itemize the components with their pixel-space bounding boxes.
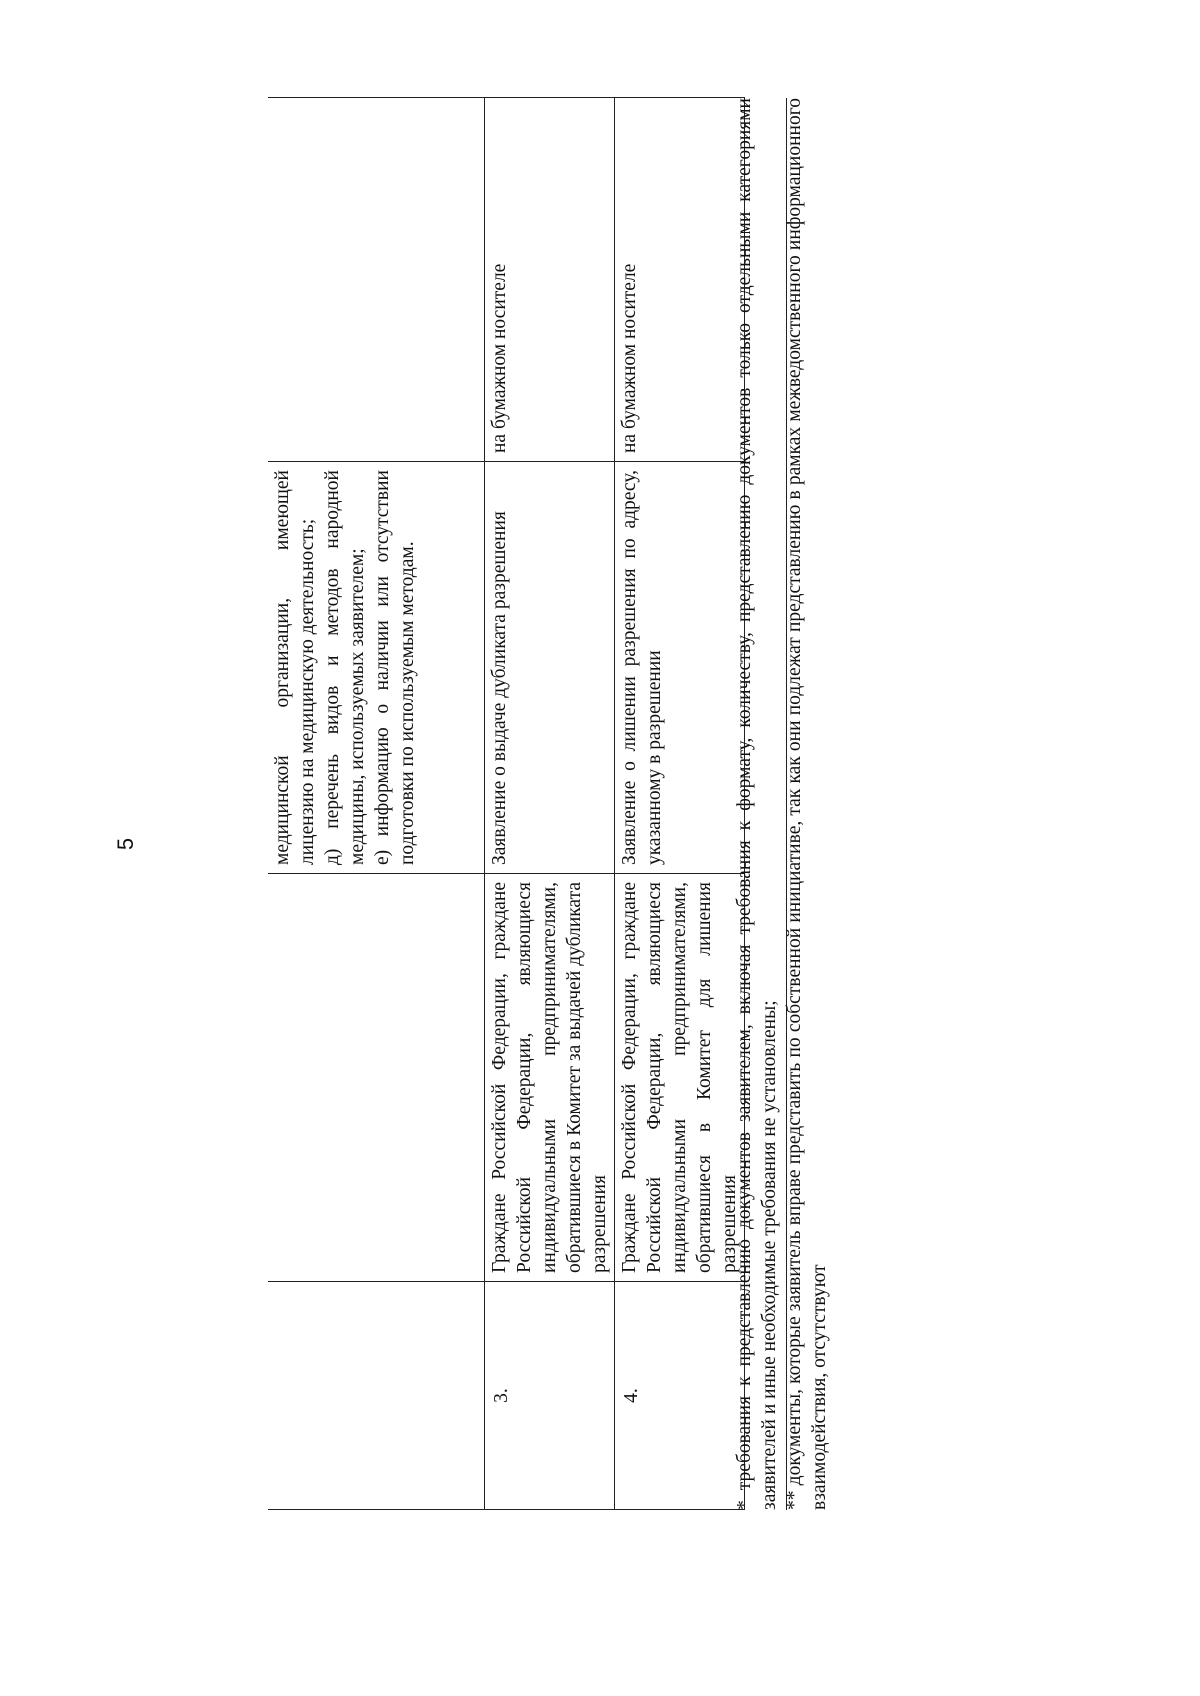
cell-document: Заявление о лишении разрешения по адресу, указанному в разрешении [615,462,745,874]
page-number: 5 [113,837,138,851]
table-row [615,98,745,1510]
cell-continuation-text: медицинской организации, имеющей лицензию на медицинскую деятельность; д) перечень видов и методов народной медицины, используемых заявителем; e) информацию о наличии или отсутствии подготовки по используемым методам. [268,462,485,874]
cell-empty [268,1282,485,1510]
row-number: 3. [485,1282,615,1510]
document-table [268,97,745,1510]
footnote-rule [786,98,787,1510]
cell-form: на бумажном носителе [615,98,745,462]
footnote-2: ** документы, которые заявитель вправе представить по собственной инициативе, так как они подлежат представлению в рамках межведомственного информационного взаимодействия, отсутствуют [784,98,830,1510]
cell-empty [268,98,485,462]
cell-applicants: Граждане Российской Федерации, граждане Российской Федерации, являющиеся индивидуальными предпринимателями, обратившиеся в Комитет за выдачей дубликата разрешения [485,874,615,1282]
cell-form: на бумажном носителе [485,98,615,462]
cell-document: Заявление о выдаче дубликата разрешения [485,462,615,874]
footnote-1: * требования к представлению документов заявителем, включая требования к формату, количеству, представлению документов только отдельными категориями заявителей и иные необходимые требования не установлены; [734,98,780,1510]
row-number: 4. [615,1282,745,1510]
cell-applicants: Граждане Российской Федерации, граждане Российской Федерации, являющиеся индивидуальными предпринимателями, обратившиеся в Комитет для лишения разрешения [615,874,745,1282]
rotated-content [268,80,908,1540]
cell-empty [268,874,485,1282]
table-row-continuation [268,98,485,1510]
table-row [485,98,615,1510]
footnotes [732,98,832,1510]
